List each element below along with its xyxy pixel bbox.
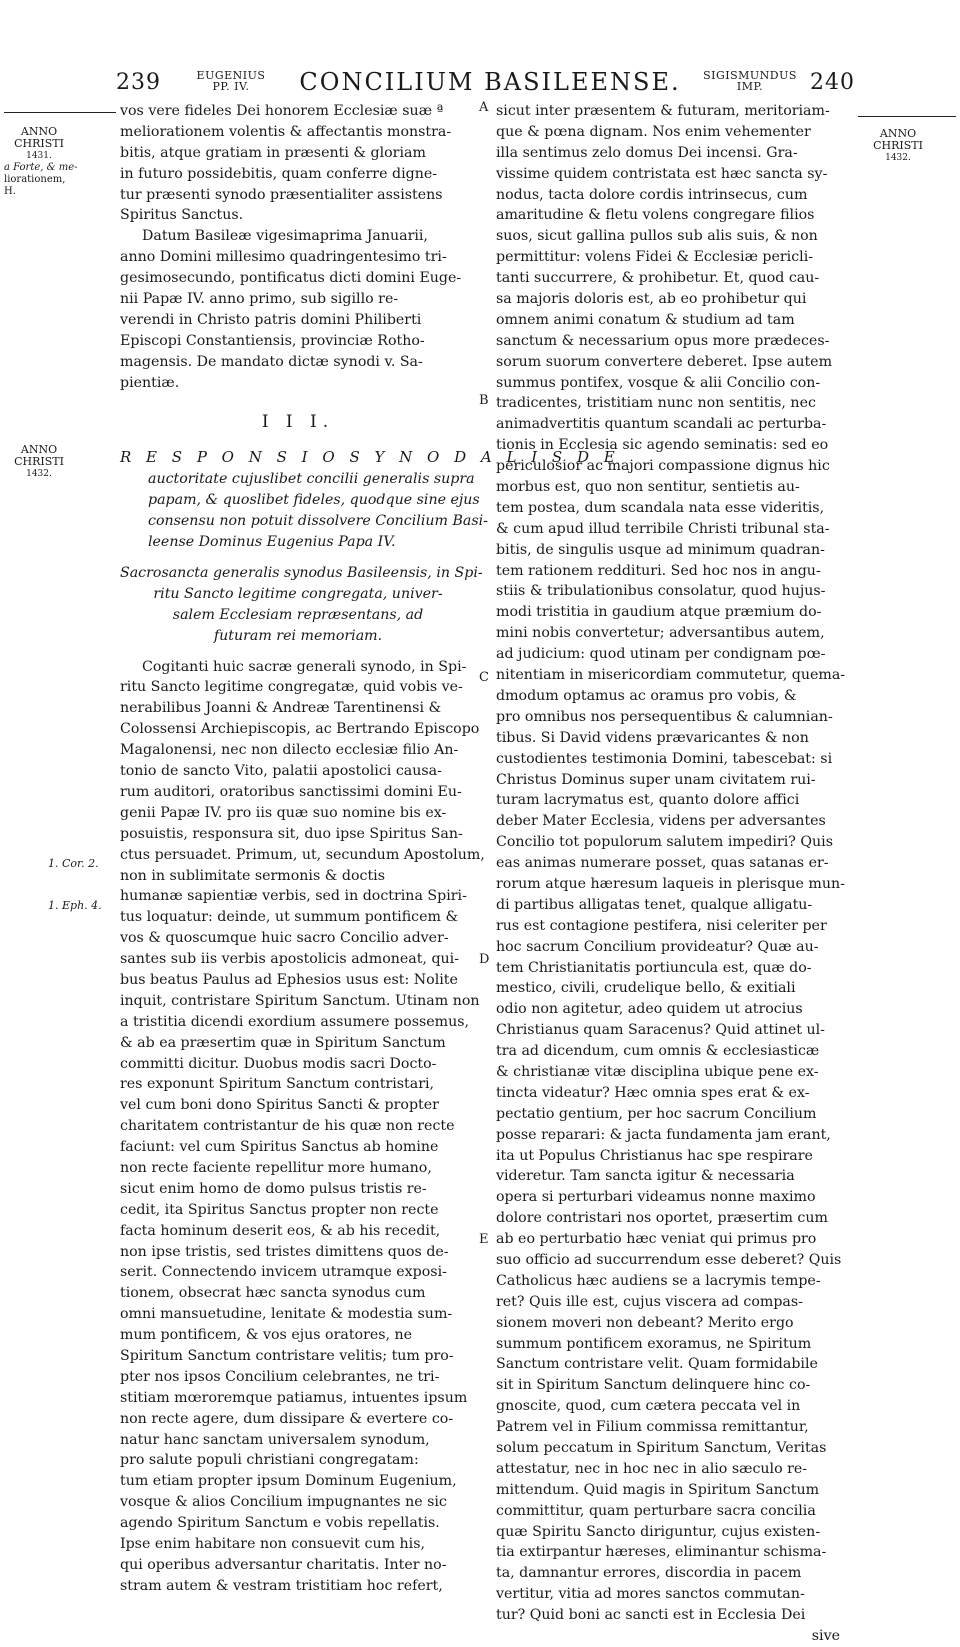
text-line: quæ Spiritu Sancto diriguntur, cujus existen-	[496, 1523, 821, 1540]
text-line: & ab ea præsertim quæ in Spiritum Sanctum	[120, 1034, 446, 1051]
text-line: sionem moveri non debeant? Merito ergo	[496, 1314, 794, 1331]
text-line: cedit, ita Spiritus Sanctus propter non recte	[120, 1201, 439, 1218]
text-line: tia extirpantur hæreses, eliminantur schisma-	[496, 1544, 827, 1561]
margin-reference-corinthians: 1. Cor. 2.	[48, 857, 99, 870]
right-column	[496, 101, 852, 1647]
text-line: humanæ sapientiæ verbis, sed in doctrina Spiri-	[120, 888, 467, 905]
text-line: tionis in Ecclesia sic agendo seminatis: sed eo	[496, 437, 829, 454]
text-line: serit. Connectendo invicem utramque exposi-	[120, 1264, 447, 1281]
text-line: non ipse tristis, sed tristes dimittens quos de-	[120, 1243, 449, 1260]
text-line: Catholicus hæc audiens se a lacrymis tempe-	[496, 1272, 821, 1289]
section-letter-e: E	[479, 1232, 489, 1247]
text-line: eas animas numerare posset, quas satanas er-	[496, 855, 829, 872]
salutation-line: Sacrosancta generalis synodus Basileensis, in Spi-	[120, 565, 483, 582]
text-line: periculosior ac majori compassione dignus hic	[496, 458, 830, 475]
text-line: res exponunt Spiritum Sanctum contristari,	[120, 1076, 435, 1093]
text-line: dolore contristari nos oportet, præsertim cum	[496, 1210, 828, 1227]
text-line: amaritudine & fletu volens congregare filios	[496, 207, 815, 224]
text-line: mestico, civili, crudelique bello, & exitiali	[496, 980, 796, 997]
text-line: vos & quoscumque huic sacro Concilio adver-	[120, 930, 449, 947]
text-line: tincta videatur? Hæc omnia spes erat & ex-	[496, 1084, 810, 1101]
text-line: vertitur, vitia ad mores sanctos commutan-	[496, 1586, 805, 1603]
margin-note-year-1	[4, 126, 114, 198]
text-line: tus loquatur: deinde, ut summum pontificem &	[120, 909, 459, 926]
text-line: hoc sacrum Concilium provideatur? Quæ au-	[496, 938, 819, 955]
text-line: vos vere fideles Dei honorem Ecclesiæ suæ ª	[120, 103, 444, 119]
text-line: Ipse enim habitare non consuevit cum his,	[120, 1536, 426, 1552]
salutation-line: futuram rei memoriam.	[213, 627, 383, 644]
text-line: magensis. De mandato dictæ synodi v. Sa-	[120, 353, 423, 370]
text-line: Cogitanti huic sacræ generali synodo, in Spi-	[142, 658, 467, 675]
text-line: vel cum boni dono Spiritus Sancti & propter	[120, 1097, 439, 1114]
text-line: facta hominum deserit eos, & ab his recedit,	[120, 1222, 441, 1239]
margin-variant-word: liorationem,	[4, 174, 66, 185]
text-line: anno Domini millesimo quadringentesimo tri-	[120, 249, 447, 266]
page-number-right: 240	[810, 70, 855, 95]
margin-anno: ANNO	[879, 127, 917, 140]
text-line: sit in Spiritum Sanctum delinquere hinc co-	[496, 1377, 811, 1394]
text-line: nerabilibus Joanni & Andreæ Tarentinensi &	[120, 700, 442, 717]
text-line: tradicentes, tristitiam nunc non sentitis, nec	[496, 395, 816, 412]
text-line: morbus est, quo non sentitur, sentietis au-	[496, 479, 800, 496]
section-letter-c: C	[479, 670, 489, 685]
text-line: custodientes testimonia Domini, tabescebat: si	[496, 750, 833, 767]
text-line: deber Mater Ecclesia, videns per adversantes	[496, 813, 826, 830]
margin-christi: CHRISTI	[14, 137, 64, 150]
text-line: ritu Sancto legitime congregatæ, quid vobis ve-	[120, 679, 463, 696]
margin-anno: ANNO	[20, 125, 58, 138]
section-number: I I I.	[261, 412, 335, 433]
text-line: pter nos ipsos Concilium celebrantes, ne tri-	[120, 1368, 440, 1385]
text-line: pro omnibus nos persequentibus & calumnian-	[496, 708, 833, 725]
text-line: in futuro possidebitis, quam conferre digne-	[120, 165, 438, 182]
text-line: mum pontificem, & vos ejus oratores, ne	[120, 1327, 413, 1344]
text-line: committitur, quam perturbare sacra concilia	[496, 1502, 816, 1519]
text-line: Sanctum contristare velit. Quam formidabile	[496, 1356, 818, 1373]
text-line: Christus Dominus super unam civitatem rui-	[496, 771, 816, 788]
text-line: ret? Quis ille est, cujus viscera ad compas-	[496, 1293, 803, 1310]
text-line: non in sublimitate sermonis & doctis	[120, 867, 385, 884]
text-line: rorum atque hæresum laqueis in plerisque mun-	[496, 875, 845, 892]
text-line: turam lacrymatus est, quanto dolore affici	[496, 792, 800, 809]
margin-variant-reading: a Forte, & me-	[4, 162, 78, 173]
section-letter-d: D	[479, 952, 490, 967]
text-line: committi dicitur. Duobus modis sacri Docto-	[120, 1055, 437, 1072]
text-line: verendi in Christo patris domini Philiberti	[120, 311, 422, 328]
text-line: dmodum optamus ac oramus pro vobis, &	[496, 687, 797, 704]
running-title: CONCILIUM BASILEENSE.	[299, 68, 681, 96]
margin-note-year-2	[4, 444, 114, 480]
text-line: tur? Quid boni ac sancti est in Ecclesia Dei	[496, 1607, 806, 1624]
text-line: ita ut Populus Christianus hac spe respirare	[496, 1147, 813, 1164]
text-line: stram autem & vestram tristitiam hoc refert,	[120, 1577, 443, 1594]
rubric-line: papam, & quoslibet fideles, quodque sine ejus	[148, 492, 480, 509]
text-line: opera si perturbari videamus nonne maximo	[496, 1189, 816, 1206]
text-line: ctus persuadet. Primum, ut, secundum Apostolum,	[120, 846, 485, 863]
margin-year: 1432.	[26, 469, 52, 479]
text-line: mini nobis convertetur; adversantibus autem,	[496, 625, 825, 642]
text-line: bitis, atque gratiam in præsenti & gloriam	[120, 144, 426, 161]
section-letter-b: B	[479, 393, 489, 408]
text-line: sicut enim homo de domo pulsus tristis re-	[120, 1180, 427, 1197]
text-line: nitentiam in misericordiam commutetur, quema-	[496, 667, 846, 684]
text-line: vosque & alios Concilium impugnantes ne sic	[120, 1494, 447, 1511]
text-line: ad judicium: quod utinam per condignam pœ-	[496, 646, 826, 663]
catchword: sive	[811, 1628, 840, 1645]
text-line: Concilio tot populorum salutem impediri? Quis	[496, 834, 833, 851]
text-line: attestatur, nec in hoc nec in alio sæculo re-	[496, 1460, 808, 1477]
margin-variant-source: H.	[4, 186, 16, 197]
text-line: que & pœna dignam. Nos enim vehementer	[496, 123, 811, 140]
margin-reference-ephesians: 1. Eph. 4.	[48, 899, 102, 912]
text-line: animadvertitis quantum scandali ac perturba-	[496, 416, 827, 433]
text-line: stitiam mœroremque patiamus, intuentes ipsum	[120, 1389, 468, 1406]
text-line: bus beatus Paulus ad Ephesios usus est: Nolite	[120, 971, 458, 988]
text-line: Christianus quam Saracenus? Quid attinet ul-	[496, 1022, 825, 1039]
margin-rule-left	[4, 112, 116, 113]
text-line: suos, sicut gallina pullos sub alis suis, & non	[496, 228, 818, 245]
text-line: sorum suorum convertere deberet. Ipse autem	[496, 353, 833, 370]
text-line: inquit, contristare Spiritum Sanctum. Utinam non	[120, 992, 480, 1009]
text-line: tum etiam propter ipsum Dominum Eugenium,	[120, 1473, 457, 1490]
text-line: nodus, tacta dolore cordis intrinsecus, cum	[496, 186, 808, 203]
text-line: tonio de sancto Vito, palatii apostolici causa-	[120, 763, 442, 780]
text-line: & cum apud illud terribile Christi tribunal sta-	[496, 520, 830, 537]
text-line: gesimosecundo, pontificatus dicti domini Euge-	[120, 270, 462, 287]
text-line: pro salute populi christiani congregatam:	[120, 1452, 419, 1469]
rubric-line: consensu non potuit dissolvere Concilium Basi-	[148, 513, 488, 530]
text-line: natur hanc sanctam universalem synodum,	[120, 1431, 430, 1448]
text-line: summus pontifex, vosque & alii Concilio con-	[496, 374, 821, 391]
text-line: Colossensi Archiepiscopis, ac Bertrando Episcopo	[120, 721, 480, 738]
text-line: stiis & tribulationibus consolatur, quod hujus-	[496, 583, 826, 600]
text-line: tibus. Si David videns prævaricantes & non	[496, 729, 809, 746]
text-line: tionem, obsecrat hæc sancta synodus cum	[120, 1285, 426, 1302]
text-line: Episcopi Constantiensis, provinciæ Rotho-	[120, 332, 425, 349]
text-line: & christianæ vitæ disciplina ubique pene ex-	[496, 1063, 819, 1080]
section-letter-a: A	[479, 100, 489, 115]
margin-christi: CHRISTI	[14, 455, 64, 468]
text-line: bitis, de singulis usque ad minimum quadran-	[496, 541, 825, 558]
left-column	[120, 101, 620, 1597]
text-line: summum pontificem exoramus, ne Spiritum	[496, 1335, 812, 1352]
text-line: qui operibus adversantur charitatis. Inter no-	[120, 1556, 447, 1573]
text-line: tem rationem reddituri. Sed hoc nos in angu-	[496, 562, 821, 579]
text-line: mittendum. Quid magis in Spiritum Sanctum	[496, 1481, 820, 1498]
margin-rule-right	[858, 116, 956, 117]
section-rubric-heading: R E S P O N S I O S Y N O D A L I S D E	[120, 448, 620, 467]
text-line: solum peccatum in Spiritum Sanctum, Veritas	[496, 1440, 827, 1456]
rubric-line: leense Dominus Eugenius Papa IV.	[148, 534, 396, 551]
text-line: faciunt: vel cum Spiritus Sanctus ab homine	[120, 1139, 439, 1156]
text-line: tem postea, dum scandala nata esse videritis,	[496, 499, 825, 516]
margin-note-year-right	[862, 128, 958, 164]
salutation-line: ritu Sancto legitime congregata, univer-	[153, 585, 443, 602]
text-line: sa majoris doloris est, ab eo prohibetur qui	[496, 291, 807, 308]
text-line: omni mansuetudine, lenitate & modestia sum-	[120, 1306, 453, 1323]
text-line: modi tristitia in gaudium atque præmium do-	[496, 604, 822, 621]
text-line: gnoscite, quod, cum cætera peccata vel in	[496, 1398, 801, 1415]
text-line: di partibus alligatas tenet, qualque alligatu-	[496, 896, 813, 913]
text-line: charitatem contristantur de his quæ non recte	[120, 1118, 455, 1135]
text-line: Datum Basileæ vigesimaprima Januarii,	[142, 228, 428, 245]
text-line: tur præsenti synodo præsentialiter assistens	[120, 186, 443, 203]
text-line: permittitur: volens Fidei & Ecclesiæ pericli-	[496, 249, 814, 266]
salutation-line: salem Ecclesiam repræsentans, ad	[172, 606, 424, 623]
text-line: santes sub iis verbis apostolicis admoneat, qui-	[120, 951, 459, 968]
text-line: Spiritum Sanctum contristare velitis; tum pro-	[120, 1347, 454, 1364]
text-line: nii Papæ IV. anno primo, sub sigillo re-	[120, 291, 399, 308]
text-line: illa sentimus zelo domus Dei incensi. Gra-	[496, 144, 798, 161]
text-line: omnem animi conatum & studium ad tam	[496, 311, 795, 328]
margin-anno: ANNO	[20, 443, 58, 456]
text-line: Magalonensi, nec non dilecto ecclesiæ filio An-	[120, 742, 459, 759]
text-line: pientiæ.	[120, 374, 180, 391]
text-line: odio non agitetur, adeo quidem ut atrocius	[496, 1001, 803, 1018]
text-line: suo officio ad succurrendum esse deberet? Quis	[496, 1251, 842, 1268]
text-line: tra ad dicendum, cum omnis & ecclesiasticæ	[496, 1043, 820, 1060]
text-line: posse reparari: & jacta fundamenta jam erant,	[496, 1126, 831, 1143]
text-line: tem Christianitatis portiuncula est, quæ do-	[496, 959, 812, 976]
text-line: genii Papæ IV. pro iis quæ suo nomine bis ex-	[120, 804, 447, 821]
text-line: a tristitia dicendi exordium assumere possemus,	[120, 1013, 470, 1030]
text-line: Spiritus Sanctus.	[120, 207, 244, 224]
text-line: Patrem vel in Filium commissa remittantur,	[496, 1419, 809, 1436]
text-line: sicut inter præsentem & futuram, meritoriam-	[496, 103, 830, 119]
text-line: sanctum & necessarium opus more prædeces-	[496, 332, 830, 349]
text-line: vissime quidem contristata est hæc sancta sy-	[496, 165, 828, 182]
margin-year: 1431.	[26, 151, 52, 161]
text-line: rus est contagione pestifera, nisi celeriter per	[496, 917, 827, 934]
text-line: posuistis, responsura sit, duo ipse Spiritus San-	[120, 825, 463, 842]
text-line: ta, damnantur errores, discordia in pacem	[496, 1565, 802, 1582]
text-line: pectatio gentium, per hoc sacrum Concilium	[496, 1105, 817, 1122]
text-line: meliorationem volentis & affectantis monstra-	[120, 123, 452, 140]
text-line: ab eo perturbatio hæc veniat qui primus pro	[496, 1231, 817, 1248]
margin-christi: CHRISTI	[873, 139, 923, 152]
text-line: rum auditori, oratoribus sanctissimi domini Eu-	[120, 783, 462, 800]
page-number-left: 239	[116, 70, 161, 95]
text-line: tanti succurrere, & prohibetur. Et, quod cau-	[496, 270, 820, 287]
margin-year: 1432.	[885, 153, 911, 163]
text-line: agendo Spiritum Sanctum e vobis repellatis.	[120, 1515, 440, 1532]
header-pope-caption: EUGENIUS PP. IV.	[196, 69, 266, 93]
header-emperor-caption: SIGISMUNDUS IMP.	[703, 69, 797, 93]
text-line: non recte agere, dum dissipare & evertere co-	[120, 1410, 454, 1427]
rubric-line: auctoritate cujuslibet concilii generalis supra	[148, 471, 475, 488]
text-line: videretur. Tam sancta igitur & necessaria	[496, 1168, 795, 1185]
text-line: non recte faciente repellitur more humano,	[120, 1159, 432, 1176]
